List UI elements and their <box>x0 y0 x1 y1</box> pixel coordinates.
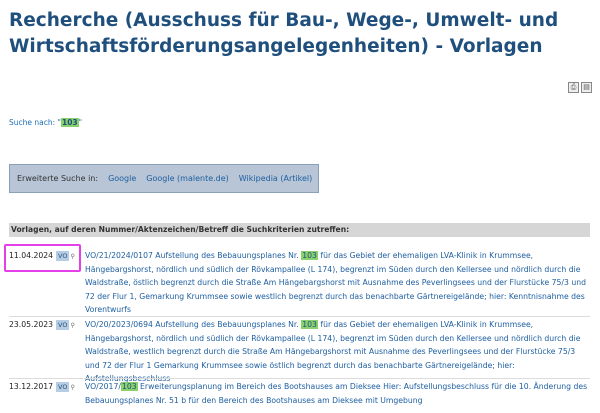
result-link[interactable]: VO/21/2024/0107 Aufstellung des Bebauungsplanes Nr. 103 für das Gebiet der ehemaligen LVA-Klinik in Krummsee, Hängebargshorst, nördlich und südlich der Rövkampallee (L 174), begrenzt im Süden durch den Kellersee und nördlich durch die Waldstraße, östlich begrenzt durch die Straße Am Hängebargshorst mit Ausnahme des Peverlingsees und der Flurstücke 75/3 und 72 der Flur 1, Gemarkung Krummsee sowie westlich begrenzt durch das benachbarte Gärtnereigelände; hier: Kenntnisnahme des Vorentwurfs <box>85 251 586 314</box>
match-highlight: 103 <box>121 382 137 391</box>
toolbar-icons <box>568 82 592 93</box>
print-icon[interactable]: ⎙ <box>568 82 579 93</box>
result-row <box>9 247 590 317</box>
search-term: 103 <box>62 118 78 127</box>
match-highlight: 103 <box>302 320 317 329</box>
search-criteria <box>9 118 82 127</box>
result-date: 23.05.2023 <box>9 320 54 329</box>
search-label: Suche nach: <box>9 118 56 127</box>
attachment-icon[interactable]: ⚲ <box>70 253 75 260</box>
vo-badge[interactable]: VO <box>58 383 68 391</box>
selection-highlight-box <box>4 244 81 272</box>
extended-search-label: Erweiterte Suche in: <box>17 174 99 183</box>
search-quote-close: " <box>78 118 83 127</box>
vo-badge[interactable]: VO <box>58 321 68 329</box>
extended-search-box <box>9 164 319 193</box>
link-google[interactable]: Google <box>108 174 137 183</box>
result-link[interactable]: VO/20/2023/0694 Aufstellung des Bebauungsplanes Nr. 103 für das Gebiet der ehemaligen LVA-Klinik in Krummsee, Hängebargshorst, nördlich und südlich der Rövkampallee (L 174), begrenzt im Süden durch den Kellersee und nördlich durch die Waldstraße, westlich begrenzt durch die Straße Am Hängebargshorst mit Ausnahme des Peverlingsees und der Flurstücke 75/3 und 72 der Flur 1 Gemarkung Krummsee sowie östlich begrenzt durch das benachbarte Gärtnereigelände; hier: <box>85 320 581 370</box>
link-wikipedia[interactable]: Wikipedia (Artikel) <box>238 174 313 183</box>
search-quote-open: " <box>57 118 61 127</box>
result-date: 13.12.2017 <box>9 382 54 391</box>
results-header: Vorlagen, auf deren Nummer/Aktenzeichen/Betreff die Suchkriterien zutreffen: <box>9 223 590 237</box>
result-row <box>9 378 590 407</box>
match-highlight: 103 <box>302 251 317 260</box>
result-date: 11.04.2024 <box>9 251 54 260</box>
attachment-icon[interactable]: ⚲ <box>70 384 75 391</box>
result-row <box>9 316 590 386</box>
export-icon[interactable]: ▤ <box>581 82 592 93</box>
result-link[interactable]: VO/2017/103 Erweiterungsplanung im Bereich des Bootshauses am Dieksee Hier: Aufstellungsbeschluss für die 10. Änderung des Bebauungsplanes Nr. 51 b für den Bereich des Bootshauses am Dieksee mit Umgebung <box>85 382 588 405</box>
page-title: Recherche (Ausschuss für Bau-, Wege-, Umwelt- und Wirtschaftsförderungsangelegenheiten) - Vorlagen <box>9 10 559 57</box>
vo-badge[interactable]: VO <box>58 252 68 260</box>
attachment-icon[interactable]: ⚲ <box>70 322 75 329</box>
link-google-malente[interactable]: Google (malente.de) <box>146 174 229 183</box>
